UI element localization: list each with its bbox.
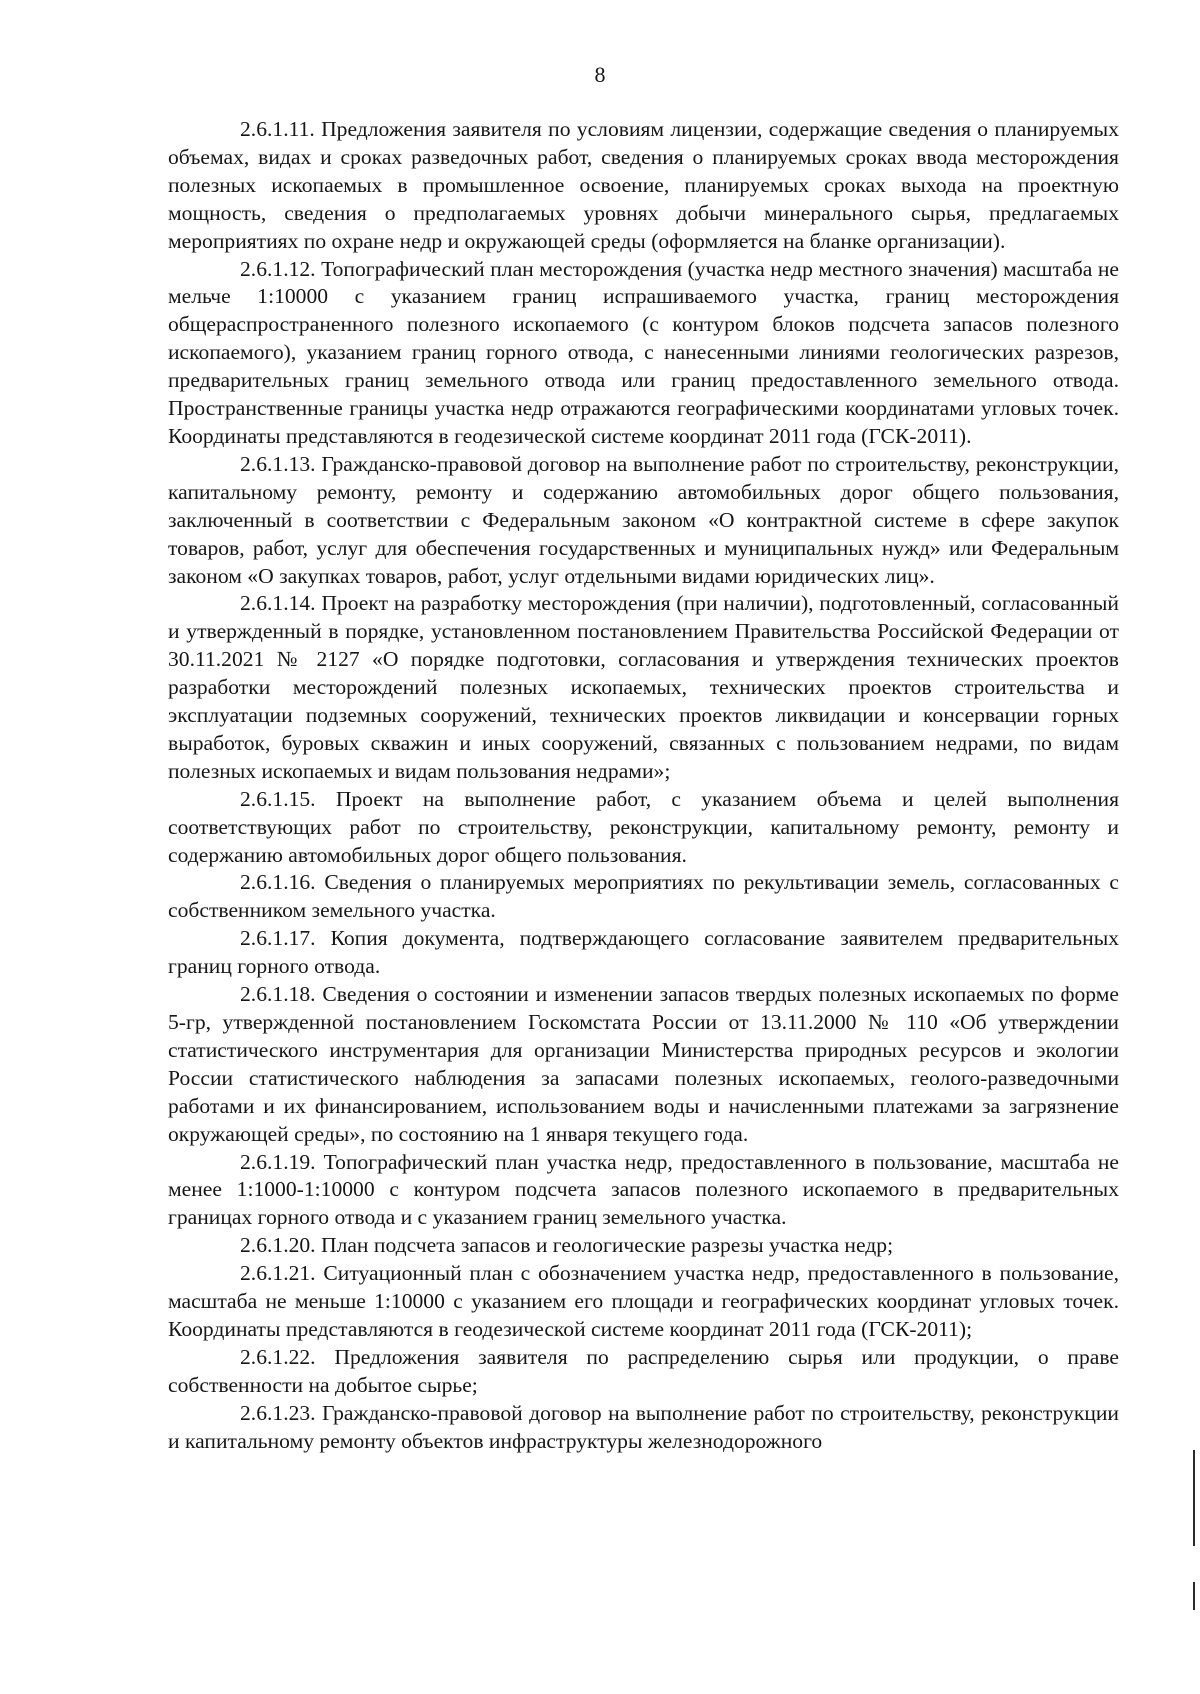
paragraph-2-6-1-23: 2.6.1.23. Гражданско-правовой договор на выполнение работ по строительству, реконструкции и капитальному ремонту объектов инфраструктуры железнодорожного xyxy=(168,1400,1119,1453)
page-number: 8 xyxy=(594,62,606,87)
paragraph-2-6-1-13: 2.6.1.13. Гражданско-правовой договор на выполнение работ по строительству, реконструкции, капитальному ремонту, ремонту и содержанию автомобильных дорог общего пользования, заключенный в соответствии с Федеральным законом «О контрактной системе в сфере закупок товаров, работ, услуг для обеспечения государственных и муниципальных нужд» или Федеральным законом «О закупках товаров, работ, услуг отдельными видами юридических лиц». xyxy=(168,451,1119,588)
document-body xyxy=(168,116,1119,1456)
paragraph-2-6-1-15: 2.6.1.15. Проект на выполнение работ, с указанием объема и целей выполнения соответствующих работ по строительству, реконструкции, капитальному ремонту, ремонту и содержанию автомобильных дорог общего пользования. xyxy=(168,786,1119,867)
paragraph-2-6-1-21: 2.6.1.21. Ситуационный план с обозначением участка недр, предоставленного в пользование, масштаба не меньше 1:10000 с указанием его площади и географических координат угловых точек. Координаты представляются в геодезической системе координат 2011 года (ГСК-2011); xyxy=(168,1261,1119,1341)
paragraph-2-6-1-17: 2.6.1.17. Копия документа, подтверждающего согласование заявителем предварительных границ горного отвода. xyxy=(168,926,1119,979)
scan-edge-mark xyxy=(1193,1582,1195,1610)
paragraph-2-6-1-11: 2.6.1.11. Предложения заявителя по условиям лицензии, содержащие сведения о планируемых объемах, видах и сроках разведочных работ, сведения о планируемых сроках ввода месторождения полезных ископаемых в промышленное освоение, планируемых сроках выхода на проектную мощность, сведения о предполагаемых уровнях добычи минерального сырья, предлагаемых мероприятиях по охране недр и окружающей среды (оформляется на бланке организации). xyxy=(168,117,1119,253)
scan-edge-mark xyxy=(1193,1450,1195,1546)
paragraph-2-6-1-12: 2.6.1.12. Топографический план месторождения (участка недр местного значения) масштаба не мельче 1:10000 с указанием границ испрашиваемого участка, границ месторождения общераспространенного полезного ископаемого (с контуром блоков подсчета запасов полезного ископаемого), указанием границ горного отвода, с нанесенными линиями геологических разрезов, предварительных границ земельного отвода или границ предоставленного земельного отвода. Пространственные границы участка недр отражаются географическими координатами угловых точек. Координаты представляются в геодезической системе координат 2011 года (ГСК-2011). xyxy=(168,256,1119,448)
paragraph-2-6-1-19: 2.6.1.19. Топографический план участка недр, предоставленного в пользование, масштаба не менее 1:1000-1:10000 с контуром подсчета запасов полезного ископаемого в предварительных границах горного отвода и с указанием границ земельного участка. xyxy=(168,1149,1119,1230)
paragraph-2-6-1-20: 2.6.1.20. План подсчета запасов и геологические разрезы участка недр; xyxy=(240,1233,894,1258)
paragraph-2-6-1-16: 2.6.1.16. Сведения о планируемых мероприятиях по рекультивации земель, согласованных с собственником земельного участка. xyxy=(168,870,1119,923)
paragraph-2-6-1-18: 2.6.1.18. Сведения о состоянии и изменении запасов твердых полезных ископаемых по форме 5-гр, утвержденной постановлением Госкомстата России от 13.11.2000 № 110 «Об утверждении статистического инструментария для организации Министерства природных ресурсов и экологии России статистического наблюдения за запасами полезных ископаемых, геолого-разведочными работами и их финансированием, использованием воды и начисленными платежами за загрязнение окружающей среды», по состоянию на 1 января текущего года. xyxy=(168,982,1119,1146)
paragraph-2-6-1-14: 2.6.1.14. Проект на разработку месторождения (при наличии), подготовленный, согласованный и утвержденный в порядке, установленном постановлением Правительства Российской Федерации от 30.11.2021 № 2127 «О порядке подготовки, согласования и утверждения технических проектов разработки месторождений полезных ископаемых, технических проектов строительства и эксплуатации подземных сооружений, технических проектов ликвидации и консервации горных выработок, буровых скважин и иных сооружений, связанных с пользованием недрами, по видам полезных ископаемых и видам пользования недрами»; xyxy=(168,591,1119,783)
paragraph-2-6-1-22: 2.6.1.22. Предложения заявителя по распределению сырья или продукции, о праве собственности на добытое сырье; xyxy=(168,1344,1119,1397)
